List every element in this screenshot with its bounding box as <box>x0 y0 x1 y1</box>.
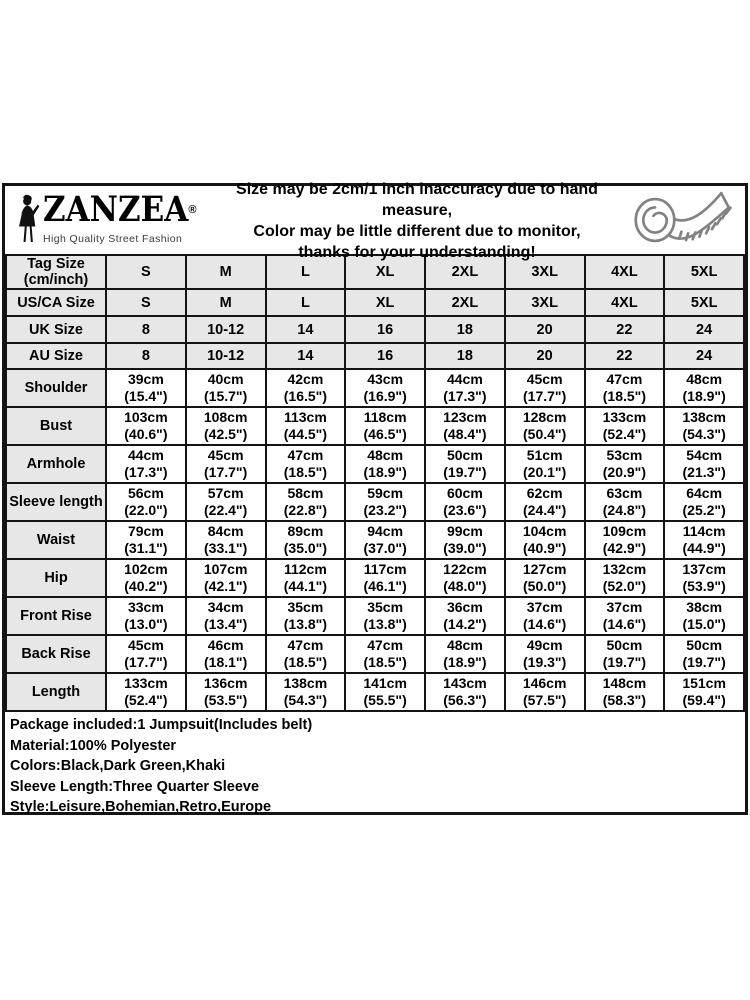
size-cell: 8 <box>106 316 186 343</box>
measurement-cell: 50cm (19.7") <box>425 445 505 483</box>
brand-tagline: High Quality Street Fashion <box>43 233 183 245</box>
row-label-front-rise: Front Rise <box>6 597 106 635</box>
size-cell: 5XL <box>664 255 744 289</box>
size-cell: 20 <box>505 343 585 369</box>
size-cell: 2XL <box>425 289 505 316</box>
row-label-shoulder: Shoulder <box>6 369 106 407</box>
measurement-cell: 107cm (42.1") <box>186 559 266 597</box>
measurement-cell: 79cm (31.1") <box>106 521 186 559</box>
size-cell: 14 <box>266 316 346 343</box>
measurement-cell: 89cm (35.0") <box>266 521 346 559</box>
row-label-au-size: AU Size <box>6 343 106 369</box>
size-cell: 8 <box>106 343 186 369</box>
size-cell: 3XL <box>505 289 585 316</box>
table-row-shoulder <box>6 369 744 407</box>
measurement-cell: 45cm (17.7") <box>505 369 585 407</box>
table-row-sleeve-length <box>6 483 744 521</box>
table-row-back-rise <box>6 635 744 673</box>
row-label-bust: Bust <box>6 407 106 445</box>
measurement-cell: 56cm (22.0") <box>106 483 186 521</box>
measurement-cell: 104cm (40.9") <box>505 521 585 559</box>
measurement-cell: 53cm (20.9") <box>585 445 665 483</box>
measurement-cell: 51cm (20.1") <box>505 445 585 483</box>
measurement-cell: 146cm (57.5") <box>505 673 585 711</box>
table-row-uk-size <box>6 316 744 343</box>
measurement-cell: 37cm (14.6") <box>585 597 665 635</box>
product-info-line-material: Material:100% Polyester <box>10 737 177 754</box>
size-cell: 24 <box>664 316 744 343</box>
measurement-cell: 133cm (52.4") <box>106 673 186 711</box>
size-cell: 18 <box>425 343 505 369</box>
measurement-cell: 113cm (44.5") <box>266 407 346 445</box>
size-cell: L <box>266 289 346 316</box>
measurement-cell: 123cm (48.4") <box>425 407 505 445</box>
row-label-back-rise: Back Rise <box>6 635 106 673</box>
table-row-au-size <box>6 343 744 369</box>
size-cell: 16 <box>345 343 425 369</box>
measurement-cell: 103cm (40.6") <box>106 407 186 445</box>
measurement-cell: 47cm (18.5") <box>345 635 425 673</box>
measurement-cell: 50cm (19.7") <box>585 635 665 673</box>
measurement-cell: 58cm (22.8") <box>266 483 346 521</box>
measurement-cell: 37cm (14.6") <box>505 597 585 635</box>
measurement-cell: 42cm (16.5") <box>266 369 346 407</box>
measurement-cell: 112cm (44.1") <box>266 559 346 597</box>
measurement-cell: 127cm (50.0") <box>505 559 585 597</box>
table-row-armhole <box>6 445 744 483</box>
measuring-tape-wrap <box>617 189 745 251</box>
size-cell: 2XL <box>425 255 505 289</box>
size-cell: 3XL <box>505 255 585 289</box>
measurement-cell: 102cm (40.2") <box>106 559 186 597</box>
measurement-cell: 148cm (58.3") <box>585 673 665 711</box>
row-label-sleeve-length: Sleeve length <box>6 483 106 521</box>
product-info-line-style: Style:Leisure,Bohemian,Retro,Europe <box>10 799 272 815</box>
notice-line-1: Size may be 2cm/1 inch inaccuracy due to hand measure, <box>236 181 598 219</box>
product-info <box>5 712 745 818</box>
brand-text-block <box>43 189 197 245</box>
measurement-cell: 118cm (46.5") <box>345 407 425 445</box>
size-cell: 24 <box>664 343 744 369</box>
row-label-waist: Waist <box>6 521 106 559</box>
size-cell: 16 <box>345 316 425 343</box>
woman-silhouette-icon <box>15 191 41 249</box>
measurement-cell: 46cm (18.1") <box>186 635 266 673</box>
measurement-cell: 137cm (53.9") <box>664 559 744 597</box>
table-row-bust <box>6 407 744 445</box>
table-row-usca-size <box>6 289 744 316</box>
size-cell: M <box>186 255 266 289</box>
size-cell: 22 <box>585 343 665 369</box>
measurement-cell: 45cm (17.7") <box>106 635 186 673</box>
measurement-cell: 151cm (59.4") <box>664 673 744 711</box>
measurement-cell: 38cm (15.0") <box>664 597 744 635</box>
measurement-cell: 33cm (13.0") <box>106 597 186 635</box>
size-cell: 10-12 <box>186 316 266 343</box>
measurement-cell: 48cm (18.9") <box>425 635 505 673</box>
table-row-waist <box>6 521 744 559</box>
row-label-length: Length <box>6 673 106 711</box>
measurement-cell: 39cm (15.4") <box>106 369 186 407</box>
measurement-cell: 47cm (18.5") <box>266 635 346 673</box>
measurement-cell: 57cm (22.4") <box>186 483 266 521</box>
registered-mark: ® <box>188 204 197 216</box>
measurement-cell: 133cm (52.4") <box>585 407 665 445</box>
brand-name-line <box>43 189 197 235</box>
zanzea-logo <box>5 191 217 249</box>
measurement-cell: 138cm (54.3") <box>664 407 744 445</box>
measurement-cell: 40cm (15.7") <box>186 369 266 407</box>
measurement-cell: 34cm (13.4") <box>186 597 266 635</box>
measurement-cell: 108cm (42.5") <box>186 407 266 445</box>
row-label-uk-size: UK Size <box>6 316 106 343</box>
measurement-cell: 63cm (24.8") <box>585 483 665 521</box>
measurement-cell: 62cm (24.4") <box>505 483 585 521</box>
row-label-tag-size: Tag Size (cm/inch) <box>6 255 106 289</box>
product-info-line-colors: Colors:Black,Dark Green,Khaki <box>10 758 226 774</box>
brand-name: ZANZEA <box>43 189 189 231</box>
measurement-cell: 114cm (44.9") <box>664 521 744 559</box>
measurement-cell: 84cm (33.1") <box>186 521 266 559</box>
size-cell: 4XL <box>585 255 665 289</box>
measurement-cell: 138cm (54.3") <box>266 673 346 711</box>
measurement-cell: 94cm (37.0") <box>345 521 425 559</box>
measurement-cell: 48cm (18.9") <box>664 369 744 407</box>
measurement-cell: 128cm (50.4") <box>505 407 585 445</box>
size-cell: 22 <box>585 316 665 343</box>
measurement-cell: 48cm (18.9") <box>345 445 425 483</box>
measurement-cell: 109cm (42.9") <box>585 521 665 559</box>
measurement-cell: 60cm (23.6") <box>425 483 505 521</box>
size-cell: L <box>266 255 346 289</box>
measurement-cell: 54cm (21.3") <box>664 445 744 483</box>
measurement-cell: 99cm (39.0") <box>425 521 505 559</box>
product-info-line-package: Package included:1 Jumpsuit(Includes belt) <box>10 717 313 733</box>
size-cell: S <box>106 289 186 316</box>
size-cell: 5XL <box>664 289 744 316</box>
measurement-cell: 64cm (25.2") <box>664 483 744 521</box>
measurement-cell: 35cm (13.8") <box>345 597 425 635</box>
measurement-cell: 136cm (53.5") <box>186 673 266 711</box>
measurement-cell: 132cm (52.0") <box>585 559 665 597</box>
size-cell: M <box>186 289 266 316</box>
notice-line-3: thanks for your understanding! <box>298 244 536 261</box>
measurement-cell: 44cm (17.3") <box>425 369 505 407</box>
notice-line-2: Color may be little different due to monitor, <box>253 223 581 240</box>
size-cell: 20 <box>505 316 585 343</box>
measurement-cell: 45cm (17.7") <box>186 445 266 483</box>
measurement-cell: 36cm (14.2") <box>425 597 505 635</box>
size-cell: 4XL <box>585 289 665 316</box>
size-cell: 10-12 <box>186 343 266 369</box>
measurement-cell: 35cm (13.8") <box>266 597 346 635</box>
size-cell: XL <box>345 255 425 289</box>
product-info-line-sleeve: Sleeve Length:Three Quarter Sleeve <box>10 778 260 795</box>
table-row-hip <box>6 559 744 597</box>
measurement-cell: 49cm (19.3") <box>505 635 585 673</box>
row-label-armhole: Armhole <box>6 445 106 483</box>
measuring-tape-icon <box>625 189 737 251</box>
size-chart-sheet <box>2 183 748 815</box>
row-label-hip: Hip <box>6 559 106 597</box>
measurement-cell: 141cm (55.5") <box>345 673 425 711</box>
measurement-cell: 44cm (17.3") <box>106 445 186 483</box>
measurement-cell: 47cm (18.5") <box>585 369 665 407</box>
header <box>5 181 745 261</box>
measurement-cell: 50cm (19.7") <box>664 635 744 673</box>
measure-notice <box>217 177 617 263</box>
size-cell: XL <box>345 289 425 316</box>
table-row-front-rise <box>6 597 744 635</box>
measurement-cell: 47cm (18.5") <box>266 445 346 483</box>
measurement-cell: 43cm (16.9") <box>345 369 425 407</box>
size-cell: 14 <box>266 343 346 369</box>
measurement-cell: 122cm (48.0") <box>425 559 505 597</box>
measurement-cell: 143cm (56.3") <box>425 673 505 711</box>
measurement-cell: 117cm (46.1") <box>345 559 425 597</box>
size-table <box>5 254 745 712</box>
size-cell: S <box>106 255 186 289</box>
table-row-length <box>6 673 744 711</box>
size-cell: 18 <box>425 316 505 343</box>
row-label-usca-size: US/CA Size <box>6 289 106 316</box>
measurement-cell: 59cm (23.2") <box>345 483 425 521</box>
